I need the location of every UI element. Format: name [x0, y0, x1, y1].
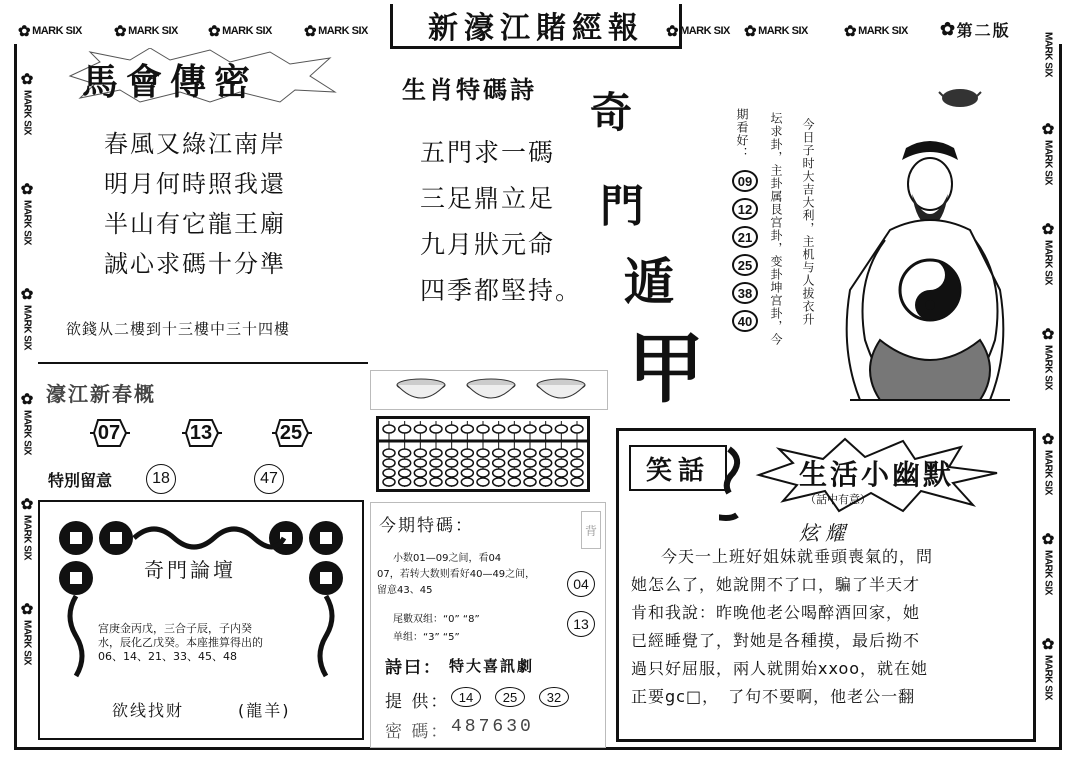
- flower-icon: ✿: [1041, 221, 1055, 238]
- forum-footer-left: 欲线找财: [112, 701, 185, 720]
- joke-title: 生活小幽默: [799, 458, 955, 491]
- forum-body: 宫庚金丙戊，三合子辰，子内癸 水，辰化乙戊癸。本座推算得出的 06、14、21、33、45、48: [98, 622, 263, 663]
- left-poem-title: 馬會傳密: [82, 62, 259, 103]
- new-spring-number: 13: [180, 416, 222, 450]
- bowls-strip: [370, 370, 608, 410]
- forum-title: 奇門論壇: [144, 558, 236, 582]
- mark-six-tag: ✿ MARK SIX: [208, 23, 272, 40]
- bowl-icon: [371, 371, 607, 409]
- flower-icon: ✿: [18, 23, 31, 40]
- flower-icon: ✿: [20, 391, 34, 408]
- qimen-col-b: 坛求卦，主卦属艮宫卦，变卦坤宫卦，今: [769, 112, 783, 346]
- joke-body: [631, 543, 1035, 711]
- flower-icon: ✿: [20, 601, 34, 618]
- qimen-number: 38: [732, 282, 758, 304]
- flower-icon: ✿: [1041, 121, 1055, 138]
- abacus-icon: [376, 416, 590, 492]
- qimen-number: 12: [732, 198, 758, 220]
- joke-line: 正要gc□， 了句不要啊，他老公一翻: [631, 687, 916, 706]
- header-strip: [14, 11, 1062, 46]
- qimen-char: 門: [600, 181, 644, 232]
- poem-text: 特大喜訊劇: [449, 657, 535, 675]
- provide-label: 提 供：: [385, 692, 450, 712]
- mark-six-tag: ✿ MARK SIX: [844, 23, 908, 40]
- flower-icon: ✿: [1041, 326, 1055, 343]
- poem-line: 九月狀元命: [420, 230, 556, 259]
- special-code-side-tag: 背: [581, 511, 601, 549]
- flower-icon: ✿: [1041, 636, 1055, 653]
- qimen-col-a: 今日子时大吉大利，主机与人拔衣升: [801, 118, 815, 326]
- flower-icon: ✿: [844, 23, 857, 40]
- joke-heading: 炫耀: [799, 521, 851, 545]
- special-code-title: 今期特碼：: [379, 516, 474, 536]
- code-value: 487630: [451, 717, 534, 737]
- divider: [38, 362, 368, 364]
- poem-line: 明月何時照我還: [104, 170, 286, 198]
- joke-line: 已經睡覺了，對她是各種摸，最后拗不: [631, 631, 921, 650]
- mark-six-tag: ✿ MARK SIX: [18, 23, 82, 40]
- joke-tag: 笑話: [629, 445, 727, 491]
- qimen-number: 21: [732, 226, 758, 248]
- qimen-number: 09: [732, 170, 758, 192]
- code-label: 密 碼：: [385, 722, 450, 742]
- poem-line: 誠心求碼十分準: [104, 250, 286, 278]
- qimen-col-c: 期看好：: [735, 108, 749, 160]
- flower-icon: ✿: [304, 23, 317, 40]
- flower-icon: ✿: [20, 181, 34, 198]
- joke-box: [616, 428, 1036, 742]
- sage-illustration: [830, 80, 1030, 410]
- special-number: 18: [146, 464, 176, 494]
- header-title-box: [390, 4, 682, 49]
- new-spring-title: 濠江新春概: [46, 382, 156, 406]
- swoosh-icon: [719, 445, 755, 525]
- page-title: 新濠江賭經報: [428, 11, 644, 46]
- left-poem-note-text: 欲錢从二樓到十三樓中三十四樓: [66, 320, 291, 338]
- left-poem-lines: [104, 124, 286, 284]
- poem-line: 半山有它龍王廟: [104, 210, 286, 238]
- flower-icon: ✿: [208, 23, 221, 40]
- poem-line: 春風又綠江南岸: [104, 130, 286, 158]
- flower-icon: ✿: [1041, 531, 1055, 548]
- zodiac-poem-title: 生肖特碼詩: [402, 76, 537, 104]
- joke-line: 肯和我說：昨晚他老公喝醉酒回家，她: [631, 603, 921, 622]
- joke-line: 過只好屈服，兩人就開始xxoo，就在她: [631, 659, 929, 678]
- ox-icon: [942, 89, 978, 107]
- flower-icon: ✿: [744, 23, 757, 40]
- provide-number: 14: [451, 687, 481, 707]
- poem-line: 四季都堅持。: [420, 276, 583, 305]
- mark-six-tag: ✿ MARK SIX: [666, 23, 730, 40]
- zodiac-poem-lines: [420, 130, 582, 314]
- special-code-box: [370, 502, 606, 748]
- provide-number: 32: [539, 687, 569, 707]
- left-poem-title-area: [60, 48, 340, 104]
- flower-icon: ✿: [940, 19, 955, 39]
- new-spring-number: 07: [88, 416, 130, 450]
- mark-six-tag: ✿ MARK SIX: [114, 23, 178, 40]
- special-code-circle: 04: [567, 571, 595, 597]
- special-code-body: 小数01—09之间，看04 07，若转大数则看好40—49之间， 留意43、45: [377, 553, 536, 596]
- forum-footer-right: (龍羊): [238, 701, 291, 720]
- special-code-circle: 13: [567, 611, 595, 637]
- flower-icon: ✿: [114, 23, 127, 40]
- poem-line: 五門求一碼: [420, 138, 556, 167]
- flower-icon: ✿: [666, 23, 679, 40]
- mark-six-tag: ✿ MARK SIX: [304, 23, 368, 40]
- provide-number: 25: [495, 687, 525, 707]
- mark-six-tag: ✿ MARK SIX: [744, 23, 808, 40]
- forum-box: [38, 500, 364, 740]
- qimen-number: 25: [732, 254, 758, 276]
- special-label: 特別留意: [48, 471, 113, 490]
- joke-line: 她怎么了，她說開不了口，騙了半天才: [631, 575, 921, 594]
- flower-icon: ✿: [20, 496, 34, 513]
- flower-icon: ✿: [20, 286, 34, 303]
- flower-icon: ✿: [1041, 431, 1055, 448]
- poem-label: 詩曰：: [385, 658, 442, 678]
- special-number: 47: [254, 464, 284, 494]
- tail-numbers: 尾數双组：“0” “8” 单组：“3” “5”: [393, 614, 480, 643]
- qimen-char: 遁: [624, 253, 674, 311]
- joke-line: 今天一上班好姐妹就垂頭喪氣的，問: [661, 547, 934, 566]
- qimen-number: 40: [732, 310, 758, 332]
- qimen-char: 奇: [590, 88, 633, 137]
- joke-subtitle: （話中有意）: [805, 493, 871, 506]
- qimen-char: 甲: [628, 324, 704, 413]
- poem-line: 三足鼎立足: [420, 184, 556, 213]
- edition-label: ✿ 第二版: [940, 19, 1011, 40]
- new-spring-number: 25: [270, 416, 312, 450]
- flower-icon: ✿: [20, 71, 34, 88]
